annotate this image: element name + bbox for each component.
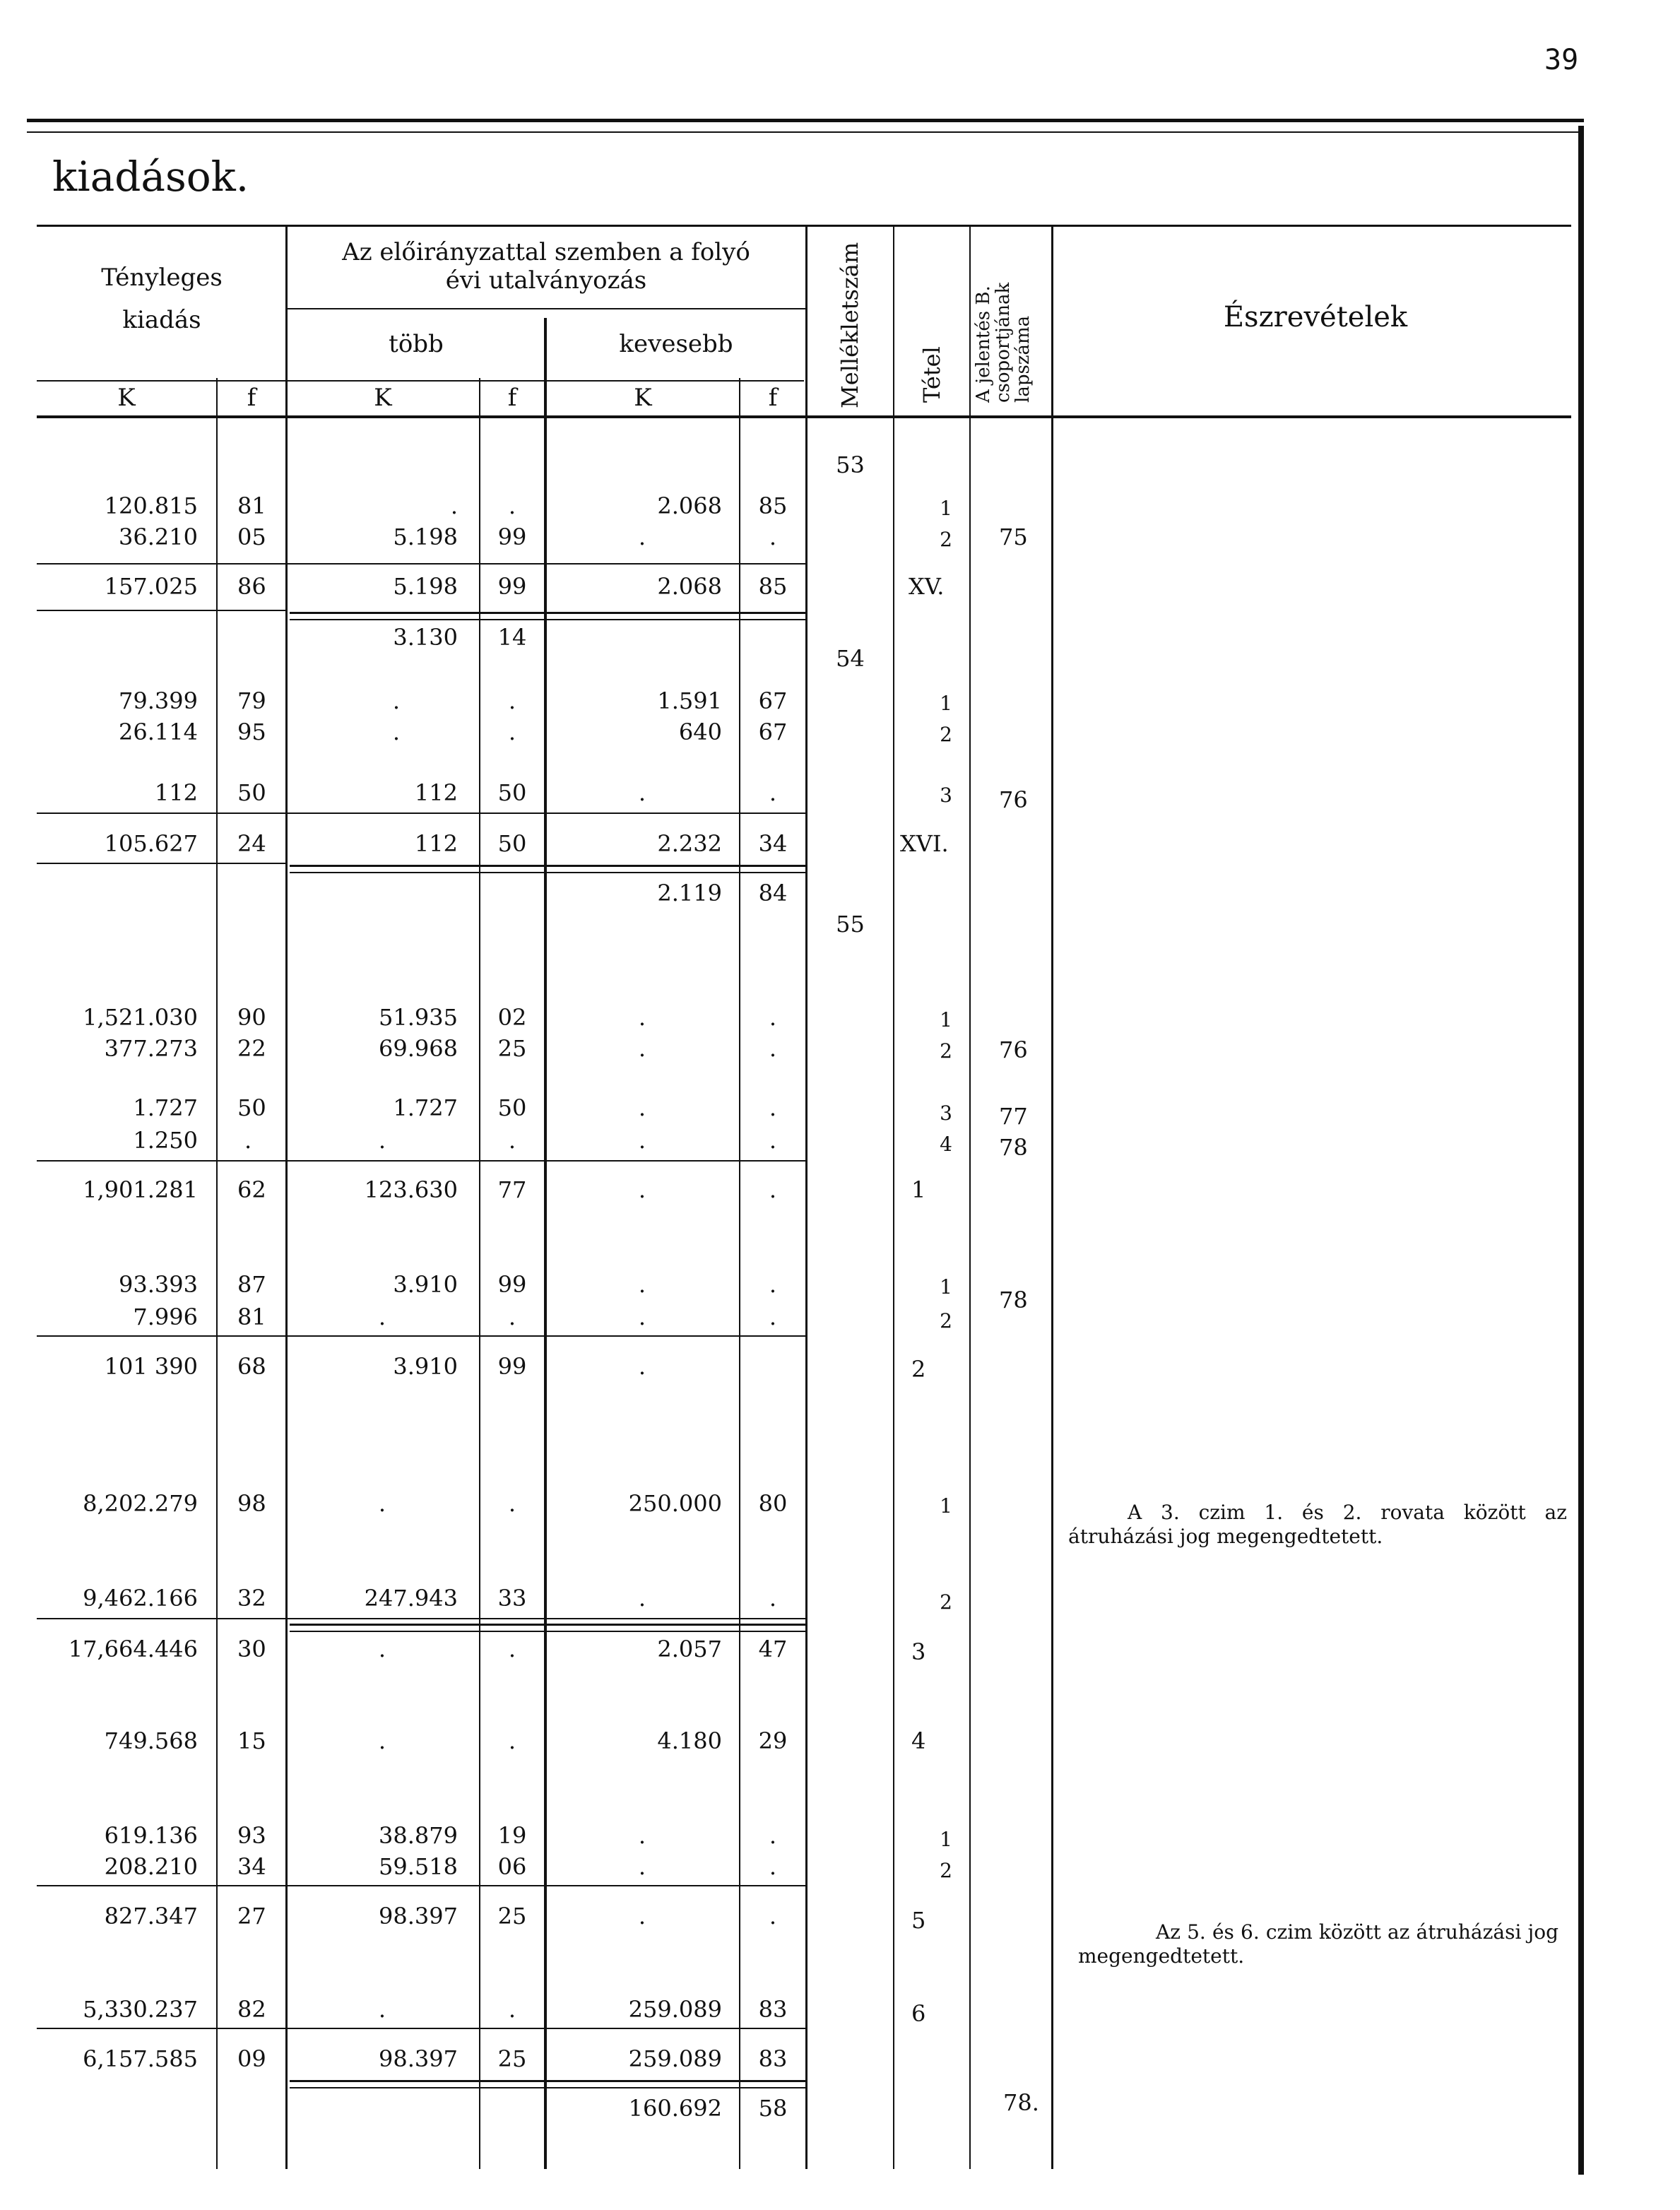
cell-tobb-k: . <box>378 1490 386 1517</box>
cell-f: 86 <box>237 573 266 600</box>
cell-f: 24 <box>237 830 266 857</box>
cell-tobb-k: 38.879 <box>379 1822 458 1849</box>
cell-tobb-f: 14 <box>497 624 527 651</box>
cell-tobb-f: 02 <box>497 1004 527 1031</box>
row-rule <box>37 1885 805 1886</box>
cell-kev-k: 2.232 <box>657 830 722 857</box>
cell-tobb-f: 99 <box>497 1271 527 1298</box>
cell-tobb-k: 1.727 <box>393 1094 458 1121</box>
cell-kev-k: 259.089 <box>628 2045 722 2072</box>
cell-tobb-k: 5.198 <box>393 573 458 600</box>
cell-tetel: 5 <box>911 1907 926 1934</box>
cell-kev-f: 84 <box>758 880 788 906</box>
cell-k: 7.996 <box>133 1304 198 1330</box>
cell-kev-f: . <box>769 1304 777 1330</box>
cell-tobb-f: 33 <box>497 1585 527 1612</box>
col-divider <box>805 225 808 2169</box>
header-actual-expense-1: Tényleges <box>101 264 223 292</box>
cell-f: 87 <box>237 1271 266 1298</box>
cell-f: 90 <box>237 1004 266 1031</box>
cell-tetel: 4 <box>940 1133 952 1156</box>
header-bottom-border <box>37 415 1571 418</box>
cell-f: 50 <box>237 779 266 806</box>
cell-lap: 75 <box>999 524 1028 550</box>
cell-kev-f: . <box>769 1822 777 1849</box>
cell-lap: 78 <box>999 1134 1028 1161</box>
cell-kev-k: . <box>638 1585 646 1612</box>
cell-tobb-f: 99 <box>497 1353 527 1380</box>
cell-tetel: 1 <box>940 1275 952 1299</box>
cell-kev-f: 29 <box>758 1727 788 1754</box>
row-rule <box>37 563 285 565</box>
header-less: kevesebb <box>619 330 733 358</box>
cell-k: 9,462.166 <box>83 1585 198 1612</box>
cell-tobb-k: 98.397 <box>379 2045 458 2072</box>
cell-lap: 76 <box>999 786 1028 813</box>
cell-kev-k: 2.068 <box>657 573 722 600</box>
row-rule <box>37 1160 805 1162</box>
cell-kev-k: 250.000 <box>628 1490 722 1517</box>
cell-lap: 78 <box>999 1287 1028 1313</box>
cell-f: 98 <box>237 1490 266 1517</box>
cell-kev-k: 160.692 <box>628 2095 722 2122</box>
cell-kev-k: . <box>638 1822 646 1849</box>
cell-tetel: 1 <box>940 1494 952 1518</box>
cell-kev-k: . <box>638 524 646 550</box>
cell-tetel: XV. <box>909 573 945 600</box>
cell-tetel: 1 <box>940 497 952 520</box>
cell-tobb-k: . <box>378 1127 386 1154</box>
cell-tobb-f: . <box>508 1490 516 1517</box>
row-rule <box>37 863 285 864</box>
cell-tobb-f: 25 <box>497 1903 527 1930</box>
cell-kev-f: 34 <box>758 830 788 857</box>
brace-rule <box>290 1624 805 1626</box>
row-rule <box>37 610 285 611</box>
col-divider <box>893 225 894 2169</box>
cell-tobb-k: 123.630 <box>364 1176 458 1203</box>
cell-kev-f: 67 <box>758 719 788 745</box>
cell-kev-f: . <box>769 1903 777 1930</box>
cell-k: 377.273 <box>104 1035 198 1062</box>
cell-tobb-f: . <box>508 1304 516 1330</box>
cell-f: 95 <box>237 719 266 745</box>
cell-kev-f: . <box>769 1271 777 1298</box>
header-k: K <box>634 384 652 412</box>
cell-tobb-k: . <box>392 719 400 745</box>
cell-tobb-f: 25 <box>497 1035 527 1062</box>
cell-kev-f: 83 <box>758 1996 788 2023</box>
header-comparison-2: évi utalványozás <box>445 266 647 295</box>
remark-note-1: A 3. czim 1. és 2. rovata között az átruházási jog megengedtetett. <box>1068 1501 1567 1548</box>
cell-f: 22 <box>237 1035 266 1062</box>
cell-tetel: 3 <box>940 784 952 807</box>
cell-kev-k: 2.057 <box>657 1636 722 1662</box>
cell-tobb-f: . <box>508 1727 516 1754</box>
cell-kev-f: 58 <box>758 2095 788 2122</box>
brace-rule <box>290 612 805 614</box>
cell-k: 112 <box>154 779 198 806</box>
cell-tobb-f: . <box>508 719 516 745</box>
cell-tetel: 1 <box>940 1008 952 1032</box>
table-top-border <box>37 225 1571 227</box>
cell-tobb-k: . <box>378 1727 386 1754</box>
cell-k: 79.399 <box>119 687 198 714</box>
cell-kev-f: 85 <box>758 492 788 519</box>
cell-tobb-k: . <box>450 492 458 519</box>
cell-kev-f: 83 <box>758 2045 788 2072</box>
cell-lap: 78. <box>1003 2089 1039 2116</box>
brace-rule <box>290 872 805 873</box>
col-divider <box>1051 225 1053 2169</box>
cell-f: 27 <box>237 1903 266 1930</box>
cell-kev-k: . <box>638 1035 646 1062</box>
header-rule <box>37 380 804 382</box>
row-rule <box>287 563 805 565</box>
col-divider <box>216 378 218 2169</box>
header-f: f <box>768 384 778 412</box>
cell-kev-k: . <box>638 1127 646 1154</box>
cell-k: 1.250 <box>133 1127 198 1154</box>
cell-tetel: 3 <box>940 1101 952 1125</box>
cell-kev-k: 2.119 <box>657 880 722 906</box>
header-comparison-1: Az előirányzattal szemben a folyó <box>342 238 750 266</box>
table-right-border <box>1578 126 1584 2175</box>
cell-k: 749.568 <box>104 1727 198 1754</box>
cell-kev-f: . <box>769 1035 777 1062</box>
cell-tobb-f: 50 <box>497 779 527 806</box>
cell-f: 81 <box>237 1304 266 1330</box>
cell-k: 619.136 <box>104 1822 198 1849</box>
cell-tobb-f: 06 <box>497 1853 527 1880</box>
cell-f: 50 <box>237 1094 266 1121</box>
brace-rule <box>290 2080 805 2082</box>
cell-kev-k: 640 <box>678 719 722 745</box>
cell-kev-f: . <box>769 1127 777 1154</box>
cell-tobb-k: 247.943 <box>364 1585 458 1612</box>
header-report-page-1: A jelentés B. <box>973 285 994 403</box>
cell-k: 208.210 <box>104 1853 198 1880</box>
cell-k: 26.114 <box>119 719 198 745</box>
cell-kev-f: . <box>769 1094 777 1121</box>
cell-tobb-f: 50 <box>497 1094 527 1121</box>
cell-k: 17,664.446 <box>68 1636 198 1662</box>
cell-kev-f: 67 <box>758 687 788 714</box>
cell-f: 09 <box>237 2045 266 2072</box>
cell-f: 32 <box>237 1585 266 1612</box>
cell-tetel: 2 <box>911 1356 926 1383</box>
cell-tobb-f: . <box>508 687 516 714</box>
cell-tobb-k: . <box>378 1304 386 1330</box>
cell-kev-k: 4.180 <box>657 1727 722 1754</box>
cell-tobb-f: 77 <box>497 1176 527 1203</box>
cell-tobb-f: 99 <box>497 524 527 550</box>
cell-f: 93 <box>237 1822 266 1849</box>
cell-f: 34 <box>237 1853 266 1880</box>
cell-f: 81 <box>237 492 266 519</box>
cell-kev-k: . <box>638 1903 646 1930</box>
cell-tetel: 6 <box>911 2000 926 2027</box>
cell-k: 1.727 <box>133 1094 198 1121</box>
top-rule <box>27 119 1584 122</box>
header-more: több <box>389 330 444 358</box>
cell-kev-k: 1.591 <box>657 687 722 714</box>
cell-kev-k: . <box>638 1004 646 1031</box>
header-rule <box>287 308 805 309</box>
cell-tetel: 2 <box>940 1859 952 1882</box>
cell-lap: 77 <box>999 1103 1028 1130</box>
cell-kev-f: . <box>769 1176 777 1203</box>
cell-k: 120.815 <box>104 492 198 519</box>
cell-f: 68 <box>237 1353 266 1380</box>
row-rule <box>37 1618 805 1619</box>
cell-tetel: 1 <box>940 692 952 715</box>
header-report-page-2: csoportjának <box>993 282 1014 403</box>
header-item: Tétel <box>918 346 945 403</box>
cell-f: . <box>244 1127 252 1154</box>
cell-tobb-k: 98.397 <box>379 1903 458 1930</box>
cell-tobb-f: 19 <box>497 1822 527 1849</box>
cell-tetel: 3 <box>911 1638 926 1665</box>
cell-tobb-k: 3.910 <box>393 1271 458 1298</box>
cell-tetel: 2 <box>940 1590 952 1614</box>
cell-k: 1,521.030 <box>83 1004 198 1031</box>
cell-kev-k: . <box>638 1853 646 1880</box>
cell-k: 827.347 <box>104 1903 198 1930</box>
cell-kev-f: 47 <box>758 1636 788 1662</box>
header-actual-expense-2: kiadás <box>122 306 201 334</box>
cell-tetel: 2 <box>940 1309 952 1332</box>
cell-tobb-k: 51.935 <box>379 1004 458 1031</box>
header-remarks: Észrevételek <box>1223 301 1408 333</box>
cell-kev-f: 80 <box>758 1490 788 1517</box>
header-k: K <box>374 384 392 412</box>
cell-tetel: 2 <box>940 1039 952 1063</box>
cell-tobb-f: 25 <box>497 2045 527 2072</box>
header-report-page-3: lapszáma <box>1012 315 1034 403</box>
cell-mell: 55 <box>836 911 865 938</box>
header-f: f <box>507 384 517 412</box>
header-f: f <box>247 384 256 412</box>
cell-lap: 76 <box>999 1036 1028 1063</box>
cell-tobb-k: . <box>378 1636 386 1662</box>
cell-kev-f: . <box>769 1585 777 1612</box>
page-number: 39 <box>1544 44 1579 76</box>
cell-tobb-f: 99 <box>497 573 527 600</box>
cell-kev-k: 259.089 <box>628 1996 722 2023</box>
cell-tobb-k: 112 <box>414 830 458 857</box>
cell-kev-k: . <box>638 1353 646 1380</box>
cell-kev-k: . <box>638 779 646 806</box>
cell-tobb-k: 59.518 <box>379 1853 458 1880</box>
cell-tobb-k: 112 <box>414 779 458 806</box>
brace-rule <box>290 1631 805 1632</box>
cell-k: 5,330.237 <box>83 1996 198 2023</box>
remark-note-2: Az 5. és 6. czim között az átruházási jog megengedtetett. <box>1078 1920 1558 1968</box>
cell-tobb-f: . <box>508 1127 516 1154</box>
brace-rule <box>290 619 805 620</box>
cell-tobb-f: . <box>508 1996 516 2023</box>
cell-tobb-f: . <box>508 492 516 519</box>
cell-kev-k: . <box>638 1094 646 1121</box>
cell-f: 30 <box>237 1636 266 1662</box>
cell-tetel: 4 <box>911 1727 926 1754</box>
cell-kev-k: 2.068 <box>657 492 722 519</box>
cell-tobb-k: 69.968 <box>379 1035 458 1062</box>
cell-kev-f: . <box>769 1853 777 1880</box>
page-title: kiadások. <box>52 153 249 201</box>
cell-k: 8,202.279 <box>83 1490 198 1517</box>
cell-k: 1,901.281 <box>83 1176 198 1203</box>
cell-k: 101 390 <box>104 1353 198 1380</box>
cell-kev-f: . <box>769 1004 777 1031</box>
cell-mell: 53 <box>836 451 865 478</box>
cell-tetel: 1 <box>911 1176 926 1203</box>
cell-k: 105.627 <box>104 830 198 857</box>
cell-tetel: XVI. <box>900 830 949 857</box>
cell-kev-f: 85 <box>758 573 788 600</box>
cell-k: 157.025 <box>104 573 198 600</box>
row-rule <box>37 812 805 814</box>
cell-tobb-f: . <box>508 1636 516 1662</box>
cell-tobb-k: . <box>378 1996 386 2023</box>
cell-tobb-f: 50 <box>497 830 527 857</box>
top-rule-thin <box>27 131 1584 133</box>
cell-kev-f: . <box>769 779 777 806</box>
cell-tobb-k: 3.130 <box>393 624 458 651</box>
cell-f: 79 <box>237 687 266 714</box>
cell-f: 82 <box>237 1996 266 2023</box>
cell-mell: 54 <box>836 645 865 672</box>
cell-tobb-k: . <box>392 687 400 714</box>
cell-f: 62 <box>237 1176 266 1203</box>
cell-kev-k: . <box>638 1176 646 1203</box>
cell-tetel: 1 <box>940 1828 952 1851</box>
brace-rule <box>290 865 805 867</box>
cell-kev-f: . <box>769 524 777 550</box>
cell-f: 05 <box>237 524 266 550</box>
header-attachment: Mellékletszám <box>836 242 863 408</box>
cell-kev-k: . <box>638 1271 646 1298</box>
header-k: K <box>117 384 136 412</box>
cell-tetel: 2 <box>940 723 952 746</box>
cell-k: 6,157.585 <box>83 2045 198 2072</box>
row-rule <box>37 1335 805 1337</box>
row-rule <box>37 2028 805 2029</box>
cell-kev-k: . <box>638 1304 646 1330</box>
cell-k: 93.393 <box>119 1271 198 1298</box>
cell-k: 36.210 <box>119 524 198 550</box>
cell-tetel: 2 <box>940 528 952 551</box>
brace-rule <box>290 2087 805 2088</box>
cell-tobb-k: 3.910 <box>393 1353 458 1380</box>
cell-tobb-k: 5.198 <box>393 524 458 550</box>
cell-f: 15 <box>237 1727 266 1754</box>
